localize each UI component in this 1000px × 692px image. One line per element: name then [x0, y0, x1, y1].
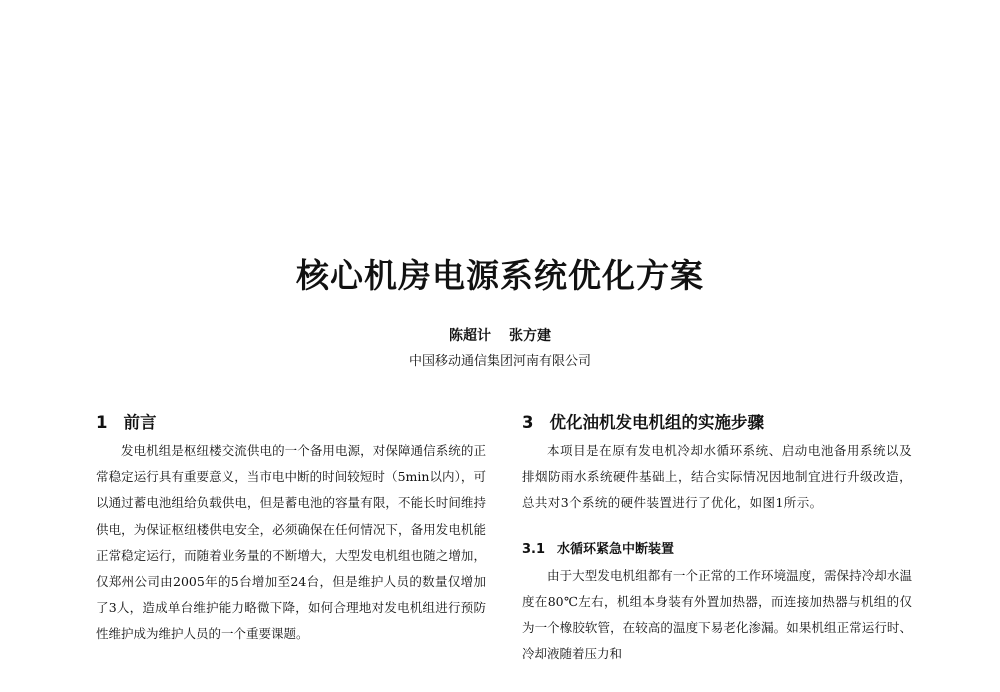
section-number: 3: [522, 413, 534, 432]
author-list: [0, 326, 1000, 346]
author-affiliation: 中国移动通信集团河南有限公司: [408, 354, 591, 369]
subsection-heading-water-cycle: [522, 537, 912, 563]
left-column: [96, 408, 486, 648]
body-paragraph: 发电机组是枢纽楼交流供电的一个备用电源，对保障通信系统的正常稳定运行具有重要意义，当市电中断的时间较短时（5min以内），可以通过蓄电池组给负载供电，但是蓄电池的容量有限，不能长时间维持供电，为保证枢纽楼供电安全，必须确保在任何情况下，备用发电机能正常稳定运行，而随着业务量的不断增大，大型发电机组也随之增加，仅郑州公司由2005年的5台增加至24台，但是维护人员的数量仅增加了3人，造成单台维护能力略微下降，如何合理地对发电机组进行预防性维护成为维护人员的一个重要课题。: [96, 443, 486, 642]
author-name: 陈超计: [449, 328, 491, 344]
body-paragraph: 由于大型发电机组都有一个正常的工作环境温度，需保持冷却水温度在80℃左右，机组本身装有外置加热器，而连接加热器与机组的仅为一个橡胶软管，在较高的温度下易老化渗漏。如果机组正常运行时、冷却液随着压力和: [522, 567, 912, 662]
subsection-number: 3.1: [522, 541, 546, 557]
section-heading-intro: [96, 408, 486, 438]
author-name: 张方建: [509, 328, 551, 344]
section-number: 1: [96, 413, 108, 432]
right-column: [522, 408, 912, 667]
section-heading-implementation: [522, 408, 912, 438]
paper-title: 核心机房电源系统优化方案: [296, 256, 704, 295]
section-title: 前言: [123, 413, 157, 432]
body-paragraph: 本项目是在原有发电机冷却水循环系统、启动电池备用系统以及排烟防雨水系统硬件基础上，结合实际情况因地制宜进行升级改造，总共对3个系统的硬件装置进行了优化，如图1所示。: [522, 443, 912, 511]
section-title: 优化油机发电机组的实施步骤: [549, 413, 764, 432]
subsection-title: 水循环紧急中断装置: [557, 541, 675, 557]
